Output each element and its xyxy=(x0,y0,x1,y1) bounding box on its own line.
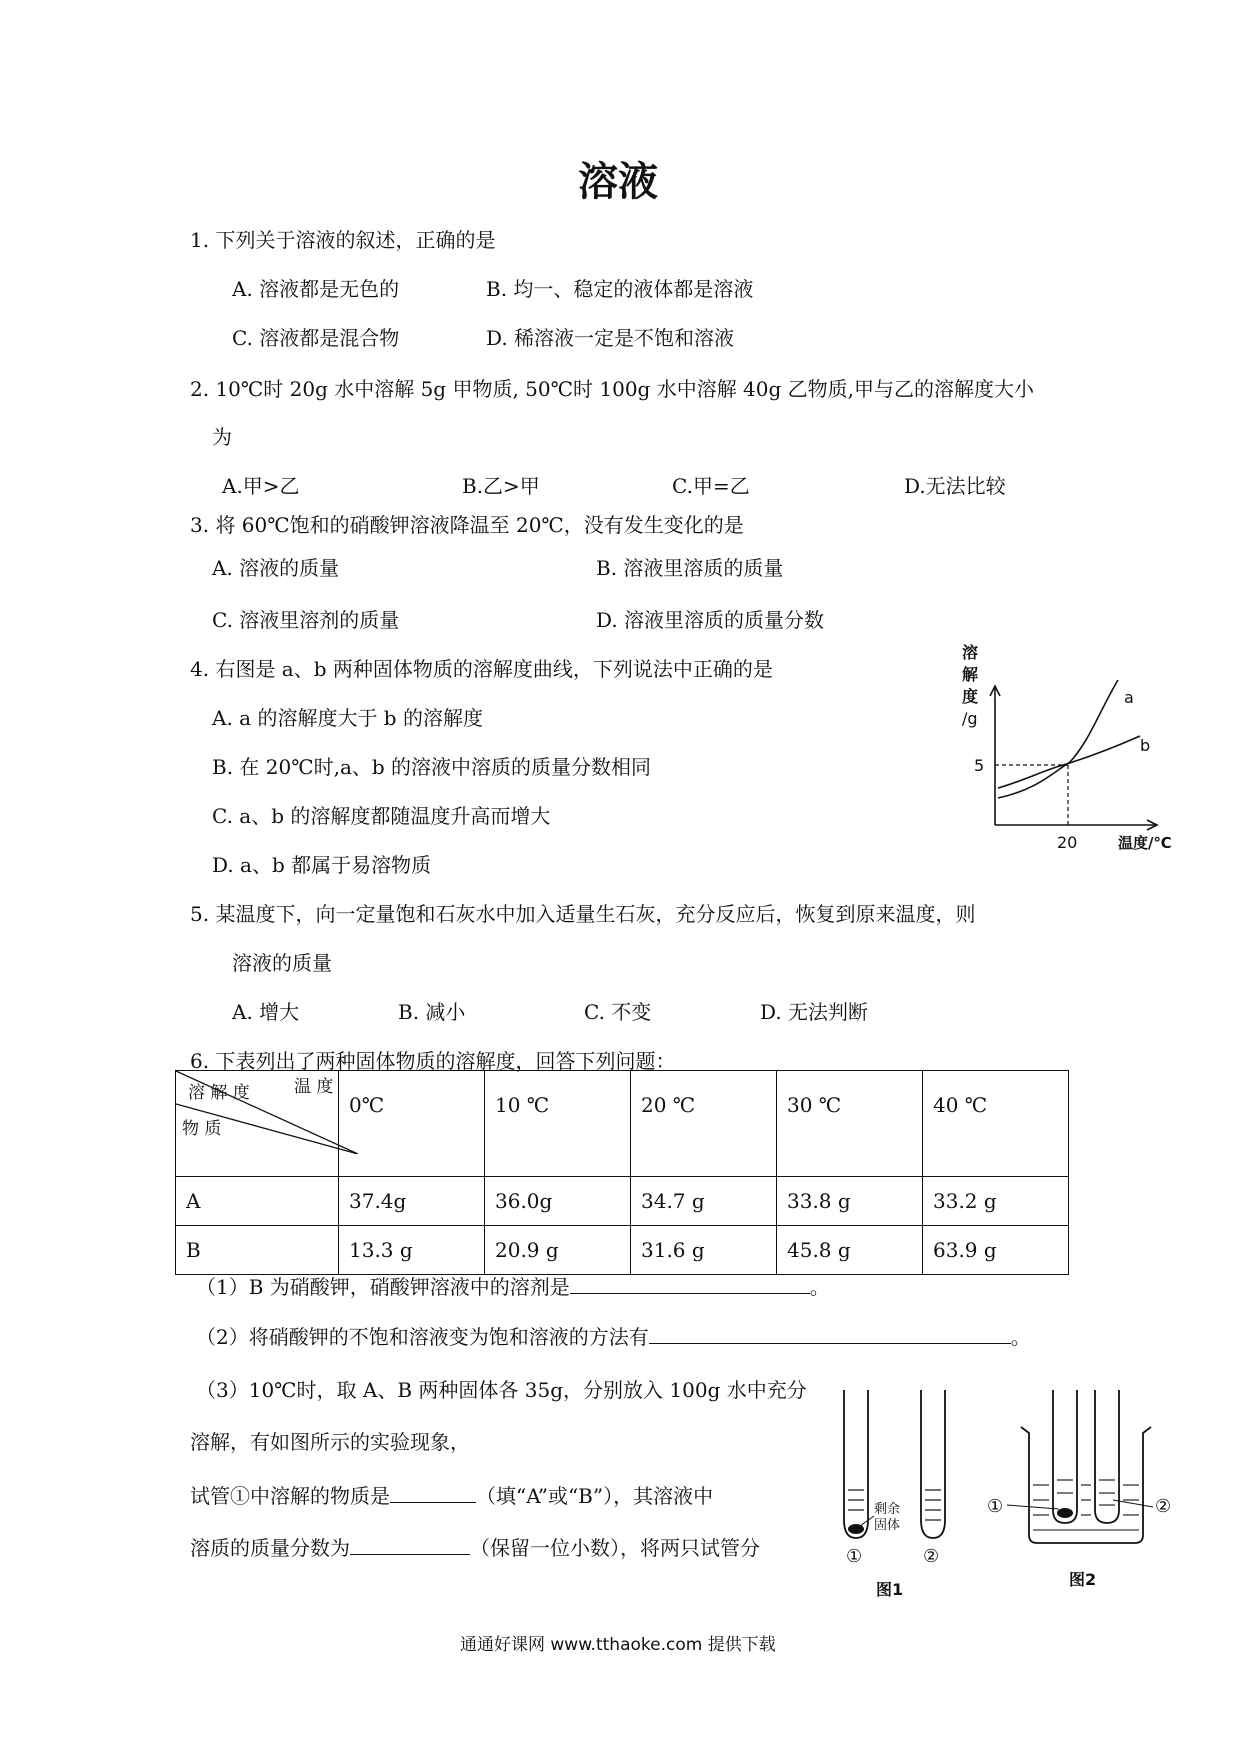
table-corner-cell xyxy=(176,1071,339,1177)
q2-option-d: D.无法比较 xyxy=(904,474,1006,498)
q5-stem-line2: 溶液的质量 xyxy=(232,951,332,975)
fig1-caption: 图1 xyxy=(876,1580,904,1599)
graph-curve-a-label: a xyxy=(1124,688,1134,707)
table-cell: 34.7 g xyxy=(631,1177,777,1226)
test-tube-2 xyxy=(921,1390,945,1538)
table-header-cell: 20 ℃ xyxy=(631,1071,777,1177)
answer-blank-solvent[interactable] xyxy=(570,1275,810,1294)
q6-sub2-end: 。 xyxy=(1010,1325,1031,1349)
test-tube-1 xyxy=(844,1390,868,1538)
q4-option-a: A. a 的溶解度大于 b 的溶解度 xyxy=(212,706,483,730)
table-header-cell: 0℃ xyxy=(339,1071,485,1177)
q3-option-b: B. 溶液里溶质的质量 xyxy=(596,556,784,580)
figure-2-beaker xyxy=(985,1385,1185,1595)
q3-option-c: C. 溶液里溶剂的质量 xyxy=(212,608,400,632)
table-cell: 37.4g xyxy=(339,1177,485,1226)
q6-sub2-text: （2）将硝酸钾的不饱和溶液变为饱和溶液的方法有 xyxy=(196,1325,649,1349)
table-cell: 33.2 g xyxy=(923,1177,1069,1226)
residue-solid xyxy=(848,1524,864,1534)
q2-stem-line1: 2. 10℃时 20g 水中溶解 5g 甲物质, 50℃时 100g 水中溶解 40g 乙物质,甲与乙的溶解度大小 xyxy=(190,377,1035,401)
q5-option-a: A. 增大 xyxy=(232,1000,300,1024)
q6-sub3-line4 xyxy=(190,1536,760,1558)
q6-sub3-line1: （3）10℃时，取 A、B 两种固体各 35g，分别放入 100g 水中充分 xyxy=(196,1378,807,1402)
q2-option-b: B.乙>甲 xyxy=(462,474,540,498)
table-row xyxy=(176,1226,1069,1275)
corner-label-right: 温 度 xyxy=(294,1077,334,1097)
answer-blank-mass-fraction[interactable] xyxy=(350,1536,470,1555)
solubility-table xyxy=(175,1070,1069,1275)
corner-label-bottom: 物 质 xyxy=(182,1119,222,1139)
q2-option-a: A.甲>乙 xyxy=(222,474,300,498)
graph-x-label: 温度/℃ xyxy=(1118,834,1172,852)
row-name-cell: B xyxy=(176,1226,339,1275)
q6-sub3-line3 xyxy=(190,1484,713,1506)
q5-option-d: D. 无法判断 xyxy=(760,1000,869,1024)
graph-y-label-3: 度 xyxy=(962,687,979,706)
q6-sub3-line3-end: （填“A”或“B”），其溶液中 xyxy=(476,1484,714,1508)
graph-x-tick: 20 xyxy=(1057,833,1078,852)
graph-y-unit: /g xyxy=(962,709,978,728)
q6-sub3-line4-text: 溶质的质量分数为 xyxy=(190,1536,350,1560)
graph-y-label-2: 解 xyxy=(962,665,979,684)
table-cell: 63.9 g xyxy=(923,1226,1069,1275)
q1-option-b: B. 均一、稳定的液体都是溶液 xyxy=(486,277,754,301)
table-cell: 33.8 g xyxy=(777,1177,923,1226)
curve-a xyxy=(998,680,1118,798)
table-header-cell: 40 ℃ xyxy=(923,1071,1069,1177)
q4-option-d: D. a、b 都属于易溶物质 xyxy=(212,853,432,877)
table-cell: 31.6 g xyxy=(631,1226,777,1275)
fig2-tube-1-label: ① xyxy=(987,1496,1004,1517)
page-footer: 通通好课网 www.tthaoke.com 提供下载 xyxy=(460,1635,776,1655)
q1-option-a: A. 溶液都是无色的 xyxy=(232,277,400,301)
answer-blank-substance[interactable] xyxy=(390,1484,476,1503)
fig2-tube-2-label: ② xyxy=(1155,1496,1172,1517)
residue-label-1: 剩余 xyxy=(874,1502,901,1517)
q4-option-b: B. 在 20℃时,a、b 的溶液中溶质的质量分数相同 xyxy=(212,755,652,779)
table-header-row xyxy=(176,1071,1069,1177)
q1-stem: 1. 下列关于溶液的叙述，正确的是 xyxy=(190,228,496,252)
table-row xyxy=(176,1177,1069,1226)
q6-sub3-line3-text: 试管①中溶解的物质是 xyxy=(190,1484,390,1508)
q6-sub3-line2: 溶解，有如图所示的实验现象， xyxy=(190,1430,470,1454)
beaker-tube-2 xyxy=(1095,1390,1119,1523)
graph-y-tick: 5 xyxy=(974,756,985,775)
beaker-residue xyxy=(1057,1508,1073,1518)
q6-sub3-line4-end: （保留一位小数），将两只试管分 xyxy=(470,1536,760,1560)
graph-y-label-1: 溶 xyxy=(962,643,979,662)
page-title: 溶液 xyxy=(578,159,658,205)
q1-option-c: C. 溶液都是混合物 xyxy=(232,326,400,350)
table-header-cell: 30 ℃ xyxy=(777,1071,923,1177)
q4-option-c: C. a、b 的溶解度都随温度升高而增大 xyxy=(212,804,551,828)
beaker-tube-1 xyxy=(1053,1390,1077,1523)
graph-curve-b-label: b xyxy=(1140,736,1151,755)
q5-option-c: C. 不变 xyxy=(584,1000,652,1024)
q3-option-a: A. 溶液的质量 xyxy=(212,556,340,580)
q1-option-d: D. 稀溶液一定是不饱和溶液 xyxy=(486,326,735,350)
figure-1-test-tubes xyxy=(836,1390,986,1600)
table-cell: 36.0g xyxy=(485,1177,631,1226)
q2-stem-line2: 为 xyxy=(212,425,232,449)
q6-sub1-text: （1）B 为硝酸钾，硝酸钾溶液中的溶剂是 xyxy=(196,1275,570,1299)
q6-sub2 xyxy=(196,1325,1031,1347)
q4-stem: 4. 右图是 a、b 两种固体物质的溶解度曲线，下列说法中正确的是 xyxy=(190,657,773,681)
table-cell: 20.9 g xyxy=(485,1226,631,1275)
q5-stem-line1: 5. 某温度下，向一定量饱和石灰水中加入适量生石灰，充分反应后，恢复到原来温度，则 xyxy=(190,902,976,926)
corner-label-top: 溶 解 度 xyxy=(188,1083,250,1103)
q2-option-c: C.甲=乙 xyxy=(672,474,750,498)
table-cell: 13.3 g xyxy=(339,1226,485,1275)
table-cell: 45.8 g xyxy=(777,1226,923,1275)
q3-stem: 3. 将 60℃饱和的硝酸钾溶液降温至 20℃，没有发生变化的是 xyxy=(190,513,744,537)
residue-label-2: 固体 xyxy=(874,1518,901,1533)
q5-option-b: B. 减小 xyxy=(398,1000,466,1024)
fig2-caption: 图2 xyxy=(1069,1570,1097,1589)
fig1-tube-1-label: ① xyxy=(846,1546,863,1567)
q6-sub1 xyxy=(196,1275,830,1297)
q6-stem: 6. 下表列出了两种固体物质的溶解度，回答下列问题： xyxy=(190,1049,676,1073)
fig1-tube-2-label: ② xyxy=(923,1546,940,1567)
answer-blank-method[interactable] xyxy=(649,1325,1011,1344)
table-header-cell: 10 ℃ xyxy=(485,1071,631,1177)
q3-option-d: D. 溶液里溶质的质量分数 xyxy=(596,608,825,632)
solubility-curve-graph xyxy=(940,640,1190,860)
q6-sub1-end: 。 xyxy=(809,1275,830,1299)
row-name-cell: A xyxy=(176,1177,339,1226)
